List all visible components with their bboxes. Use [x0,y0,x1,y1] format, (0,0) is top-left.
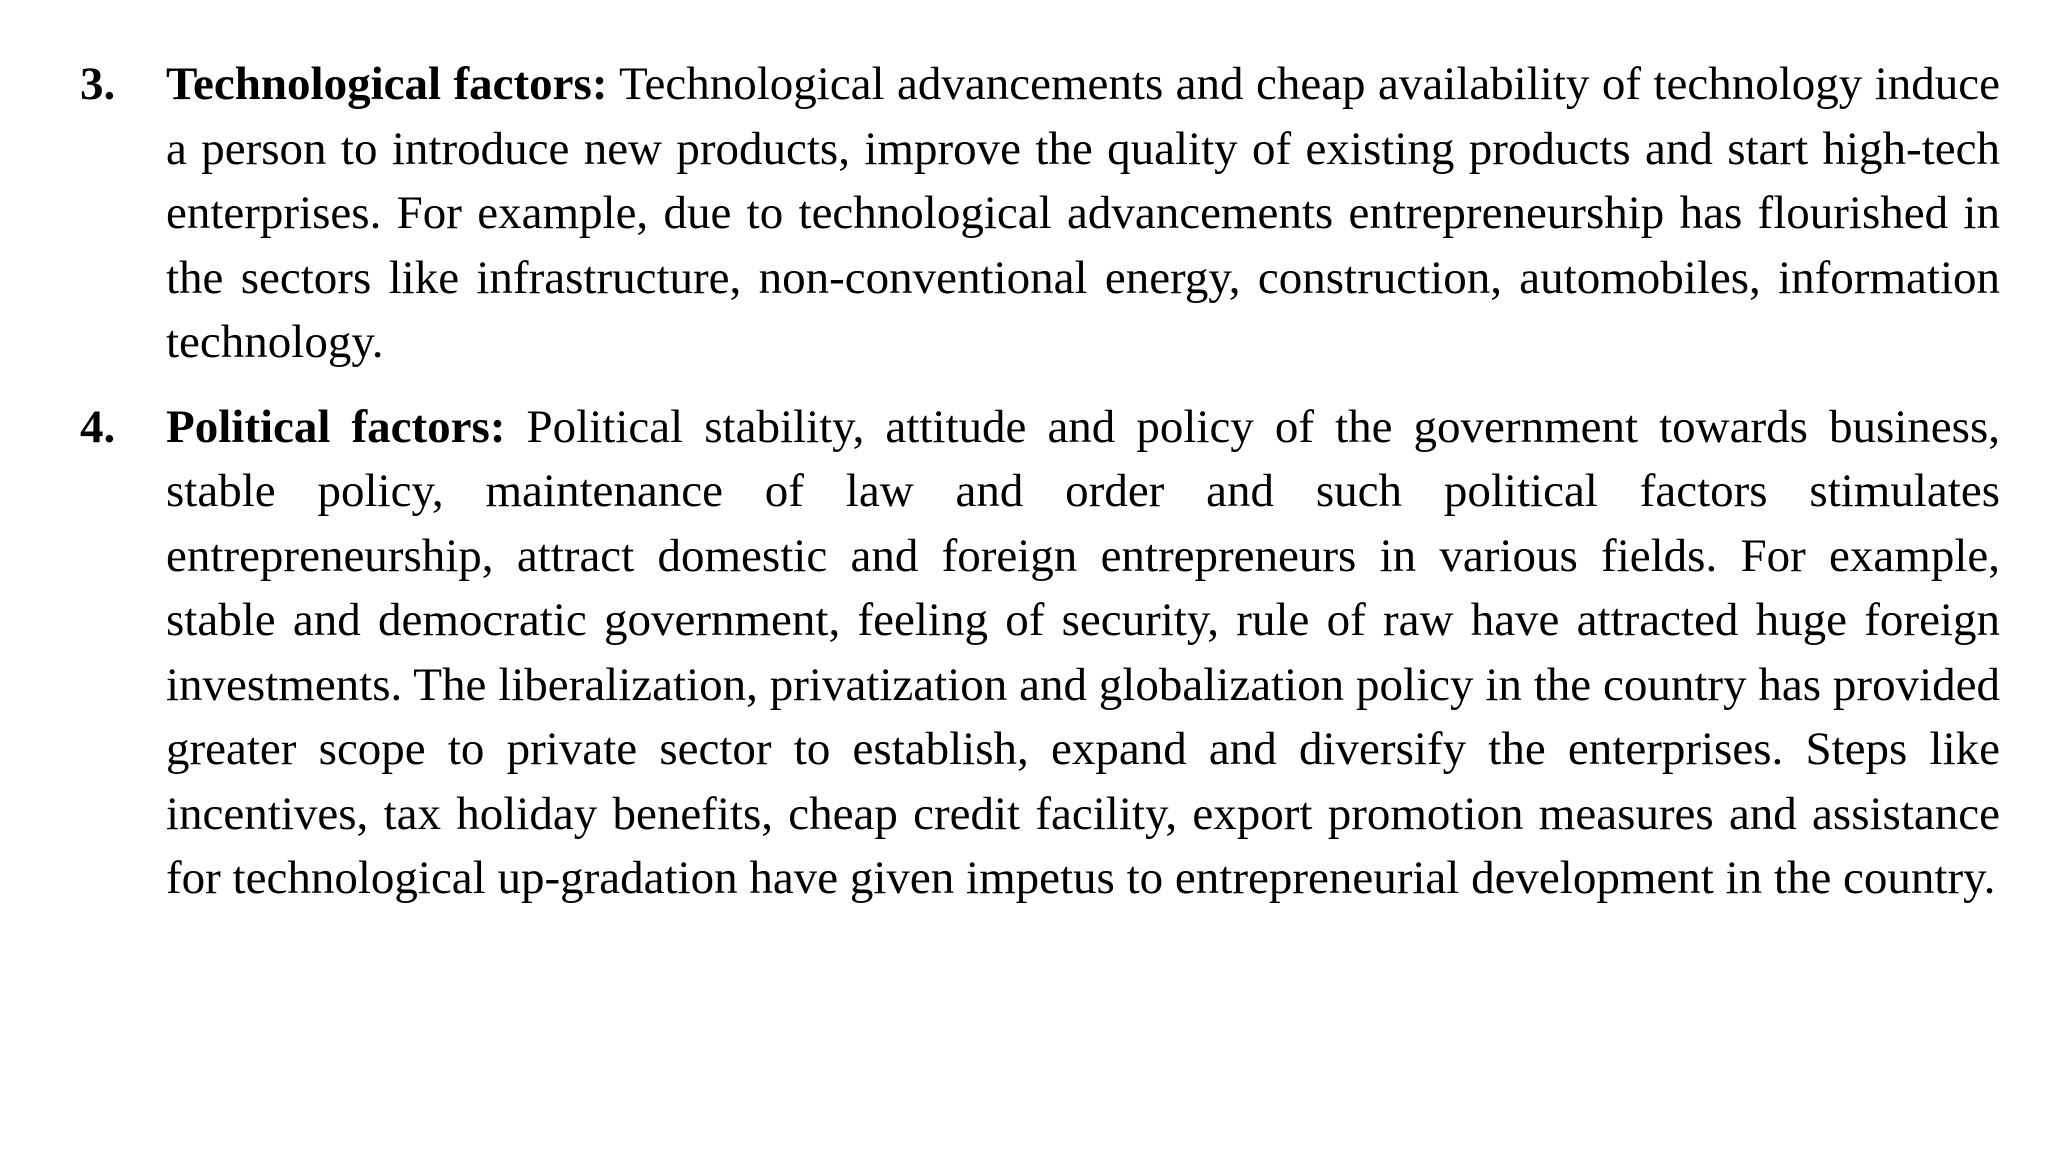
list-item-technological-factors [80,52,2000,375]
item-number: 4. [80,400,116,453]
item-term: Political factors: [166,400,506,453]
item-term: Technological factors: [166,58,608,110]
item-paragraph [166,395,2000,911]
item-number: 3. [80,58,116,110]
item-text: Political stability, attitude and policy of the government towards business, stable policy, maintenance of law and order and such political factors stimulates entrepreneurship, attract domestic and foreign entrepreneurs in various fields. For example, stable and democratic government, feeling of security, rule of raw have attracted huge foreign investments. The liberalization, privatization and globalization policy in the country has provided greater scope to private sector to establish, expand and diversify the enterprises. Steps like incentives, tax holiday benefits, cheap credit facility, export promotion measures and assistance for technological up-gradation have given impetus to entrepreneurial development in the country. [166,400,2000,904]
factors-list [80,52,2000,931]
item-paragraph [166,52,2000,375]
item-text: Technological advancements and cheap availability of technology induce a person to introduce new products, improve the quality of existing products and start high-tech enterprises. For example, due to technological advancements entrepreneurship has flourished in the sectors like infrastructure, non-conventional energy, construction, automobiles, information technology. [166,58,2000,368]
list-item-political-factors [80,395,2000,911]
